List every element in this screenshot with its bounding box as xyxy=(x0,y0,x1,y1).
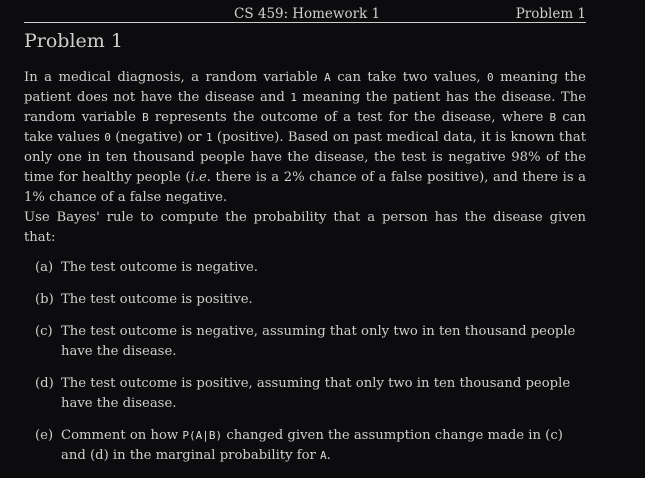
page-header xyxy=(24,0,586,23)
list-item xyxy=(24,258,586,278)
item-text: The test outcome is negative. xyxy=(61,260,258,275)
item-marker: (d) xyxy=(35,376,54,391)
item-marker: (b) xyxy=(35,292,54,307)
item-text: The test outcome is negative, assuming that only two in ten thousand people have the disease. xyxy=(61,324,576,359)
conditional-prob-code: P(A|B) xyxy=(182,429,223,442)
list-item xyxy=(24,426,586,466)
header-problem-label: Problem 1 xyxy=(515,6,586,22)
course-code: CS 459: xyxy=(234,6,289,22)
problem-title: Problem 1 xyxy=(24,30,123,52)
ie-abbrev: i.e. xyxy=(190,170,211,185)
var-b: B xyxy=(549,111,557,124)
value-zero: 0 xyxy=(104,131,111,144)
document-page xyxy=(24,0,586,478)
item-marker: (e) xyxy=(35,428,54,443)
var-b: B xyxy=(142,111,149,124)
homework-label: Homework 1 xyxy=(292,6,381,22)
value-one: 1 xyxy=(205,131,213,144)
list-item xyxy=(24,374,586,414)
header-course xyxy=(234,0,380,28)
item-text: Comment on how P(A|B) changed given the assumption change made in (c) and (d) in the marginal probability for A. xyxy=(61,428,563,463)
value-one: 1 xyxy=(290,91,297,104)
item-text: The test outcome is positive. xyxy=(61,292,253,307)
value-zero: 0 xyxy=(487,71,494,84)
var-a: A xyxy=(320,449,327,462)
instruction-text: Use Bayes' rule to compute the probability that a person has the disease given that: xyxy=(24,210,586,245)
var-a: A xyxy=(324,71,331,84)
problem-statement xyxy=(24,68,586,248)
item-marker: (a) xyxy=(35,260,54,275)
intro-paragraph: In a medical diagnosis, a random variable A can take two values, 0 meaning the patient does not have the disease and 1 meaning the patient has the disease. The random variable B represents the outcome of a test for the disease, where B can take values 0 (negative) or 1 (positive). Based on past medical data, it is known that only one in ten thousand people have the disease, the test is negative 98% of the time for healthy people (i.e. there is a 2% chance of a false positive), and there is a 1% chance of a false negative. xyxy=(24,70,587,205)
item-marker: (c) xyxy=(35,324,53,339)
item-text: The test outcome is positive, assuming that only two in ten thousand people have the disease. xyxy=(61,376,571,411)
question-list xyxy=(24,258,586,466)
list-item xyxy=(24,290,586,310)
list-item xyxy=(24,322,586,362)
